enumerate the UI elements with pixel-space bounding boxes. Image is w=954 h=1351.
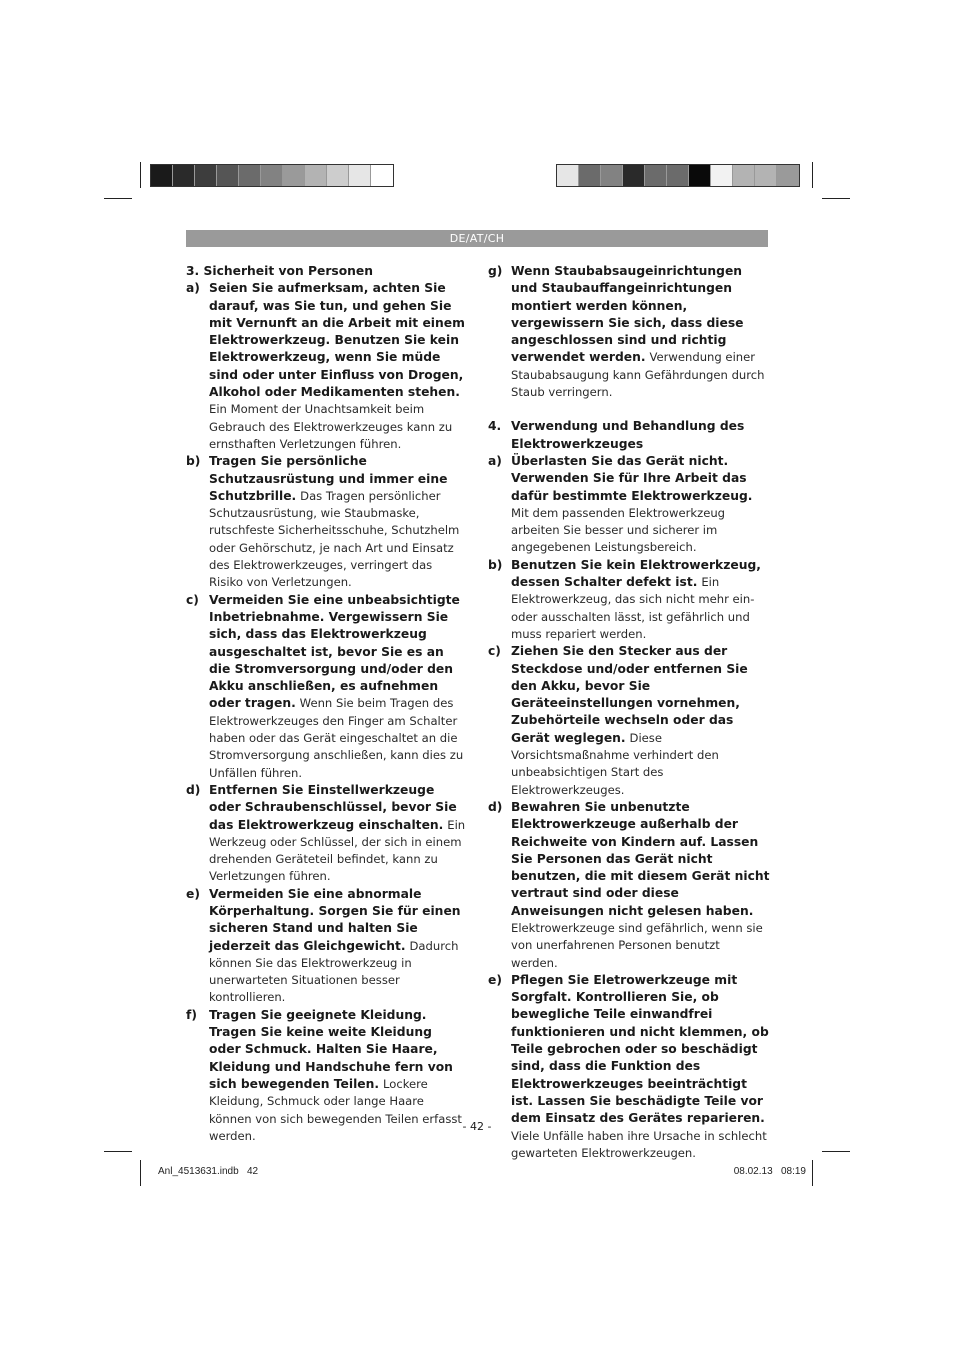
list-item: c) Vermeiden Sie eine unbeabsichtigte Inbetriebnahme. Vergewissern Sie sich, dass das Elektrowerkzeug ausgeschaltet ist, bevor Sie es an die Stromversorgung und/oder den Akku anschließen, es aufnehmen oder tragen. Wenn Sie beim Tragen des Elektrowerkzeuges den Finger am Schalter haben oder das Gerät eingeschaltet an die Stromversorgung anschließen, kann dies zu Unfällen führen. bbox=[186, 592, 464, 780]
right-column bbox=[488, 263, 770, 1162]
color-swatch bbox=[733, 165, 755, 186]
section-4-title: 4. Verwendung und Behandlung des Elektrowerkzeuges bbox=[488, 419, 745, 451]
color-swatch bbox=[755, 165, 777, 186]
list-item: b) Benutzen Sie kein Elektrowerkzeug, dessen Schalter defekt ist. Ein Elektrowerkzeug, das sich nicht mehr ein- oder ausschalten lässt, ist gefährlich und muss repariert werden. bbox=[488, 557, 761, 641]
color-swatch bbox=[667, 165, 689, 186]
list-item: a) Überlasten Sie das Gerät nicht. Verwenden Sie für Ihre Arbeit das dafür bestimmte Elektrowerkzeug. Mit dem passenden Elektrowerkzeug arbeiten Sie besser und sicherer im angegebenen Leistungsbereich. bbox=[488, 453, 753, 555]
color-swatch bbox=[371, 165, 393, 186]
crop-mark bbox=[104, 198, 132, 199]
color-swatch bbox=[195, 165, 217, 186]
color-swatch bbox=[579, 165, 601, 186]
footer-date: 08.02.13 08:19 bbox=[733, 1166, 806, 1177]
color-swatch bbox=[689, 165, 711, 186]
color-swatch bbox=[261, 165, 283, 186]
section-3-title: 3. Sicherheit von Personen bbox=[186, 264, 374, 278]
color-swatch bbox=[711, 165, 733, 186]
color-swatch bbox=[623, 165, 645, 186]
color-swatch bbox=[173, 165, 195, 186]
crop-mark bbox=[140, 1160, 141, 1186]
color-swatch bbox=[283, 165, 305, 186]
crop-mark bbox=[104, 1151, 132, 1152]
left-column bbox=[186, 263, 467, 1145]
list-item: c) Ziehen Sie den Stecker aus der Steckdose und/oder entfernen Sie den Akku, bevor Sie Geräteeinstellungen vornehmen, Zubehörteile wechseln oder das Gerät weglegen. Diese Vorsichtsmaßnahme verhindert den unbeabsichtigen Start des Elektrowerkzeuges. bbox=[488, 644, 748, 797]
page-number: - 42 - bbox=[462, 1120, 492, 1133]
language-header: DE/AT/CH bbox=[186, 230, 768, 247]
crop-mark bbox=[812, 162, 813, 188]
color-swatch bbox=[305, 165, 327, 186]
color-calibration-bar-right bbox=[556, 164, 800, 187]
color-swatch bbox=[349, 165, 371, 186]
color-swatch bbox=[557, 165, 579, 186]
list-item: d) Bewahren Sie unbenutzte Elektrowerkzeuge außerhalb der Reichweite von Kindern auf. Lassen Sie Personen das Gerät nicht benutzen, die mit diesem Gerät nicht vertraut sind oder diese Anweisungen nicht gelesen haben. Elektrowerkzeuge sind gefährlich, wenn sie von unerfahrenen Personen benutzt werden. bbox=[488, 799, 770, 970]
list-item: e) Pflegen Sie Eletrowerkzeuge mit Sorgfalt. Kontrollieren Sie, ob bewegliche Teile einwandfrei funktionieren und nicht klemmen, ob Teile gebrochen oder so beschädigt sind, dass die Funktion des Elektrowerkzeuges beeinträchtigt ist. Lassen Sie beschädigte Teile vor dem Einsatz des Gerätes reparieren. Viele Unfälle haben ihre Ursache in schlecht gewarteten Elektrowerkzeugen. bbox=[488, 972, 769, 1160]
list-item: a) Seien Sie aufmerksam, achten Sie darauf, was Sie tun, und gehen Sie mit Vernunft an die Arbeit mit einem Elektrowerkzeug. Benutzen Sie kein Elektrowerkzeug, wenn Sie müde sind oder unter Einfluss von Drogen, Alkohol oder Medikamenten stehen. Ein Moment der Unachtsamkeit beim Gebrauch des Elektrowerkzeuges kann zu ernsthaften Verletzungen führen. bbox=[186, 281, 465, 451]
color-swatch bbox=[645, 165, 667, 186]
color-swatch bbox=[217, 165, 239, 186]
footer-file: Anl_4513631.indb 42 bbox=[158, 1166, 259, 1177]
color-swatch bbox=[601, 165, 623, 186]
crop-mark bbox=[812, 1160, 813, 1186]
color-swatch bbox=[151, 165, 173, 186]
color-swatch bbox=[777, 165, 799, 186]
list-item: b) Tragen Sie persönliche Schutzausrüstung und immer eine Schutzbrille. Das Tragen persönlicher Schutzausrüstung, wie Staubmaske, rutschfeste Sicherheitsschuhe, Schutzhelm oder Gehörschutz, je nach Art und Einsatz des Elektrowerkzeuges, verringert das Risiko von Verletzungen. bbox=[186, 454, 460, 590]
crop-mark bbox=[822, 198, 850, 199]
list-item: e) Vermeiden Sie eine abnormale Körperhaltung. Sorgen Sie für einen sicheren Stand und halten Sie jederzeit das Gleichgewicht. Dadurch können Sie das Elektrowerkzeug in unerwarteten Situationen besser kontrollieren. bbox=[186, 886, 461, 1005]
list-item: g) Wenn Staubabsaugeinrichtungen und Staubauffangeinrichtungen montiert werden können, vergewissern Sie sich, dass diese angeschlossen sind und richtig verwendet werden. Verwendung einer Staubabsaugung kann Gefährdungen durch Staub verringern. bbox=[488, 264, 765, 400]
color-calibration-bar-left bbox=[150, 164, 394, 187]
color-swatch bbox=[327, 165, 349, 186]
crop-mark bbox=[140, 162, 141, 188]
color-swatch bbox=[239, 165, 261, 186]
crop-mark bbox=[822, 1151, 850, 1152]
list-item: d) Entfernen Sie Einstellwerkzeuge oder Schraubenschlüssel, bevor Sie das Elektrowerkzeug einschalten. Ein Werkzeug oder Schlüssel, der sich in einem drehenden Geräteteil befindet, kann zu Verletzungen führen. bbox=[186, 782, 466, 884]
list-item: f) Tragen Sie geeignete Kleidung. Tragen Sie keine weite Kleidung oder Schmuck. Halten Sie Haare, Kleidung und Handschuhe fern von sich bewegenden Teilen. Lockere Kleidung, Schmuck oder lange Haare können von sich bewegenden Teilen erfasst werden. bbox=[186, 1007, 462, 1143]
